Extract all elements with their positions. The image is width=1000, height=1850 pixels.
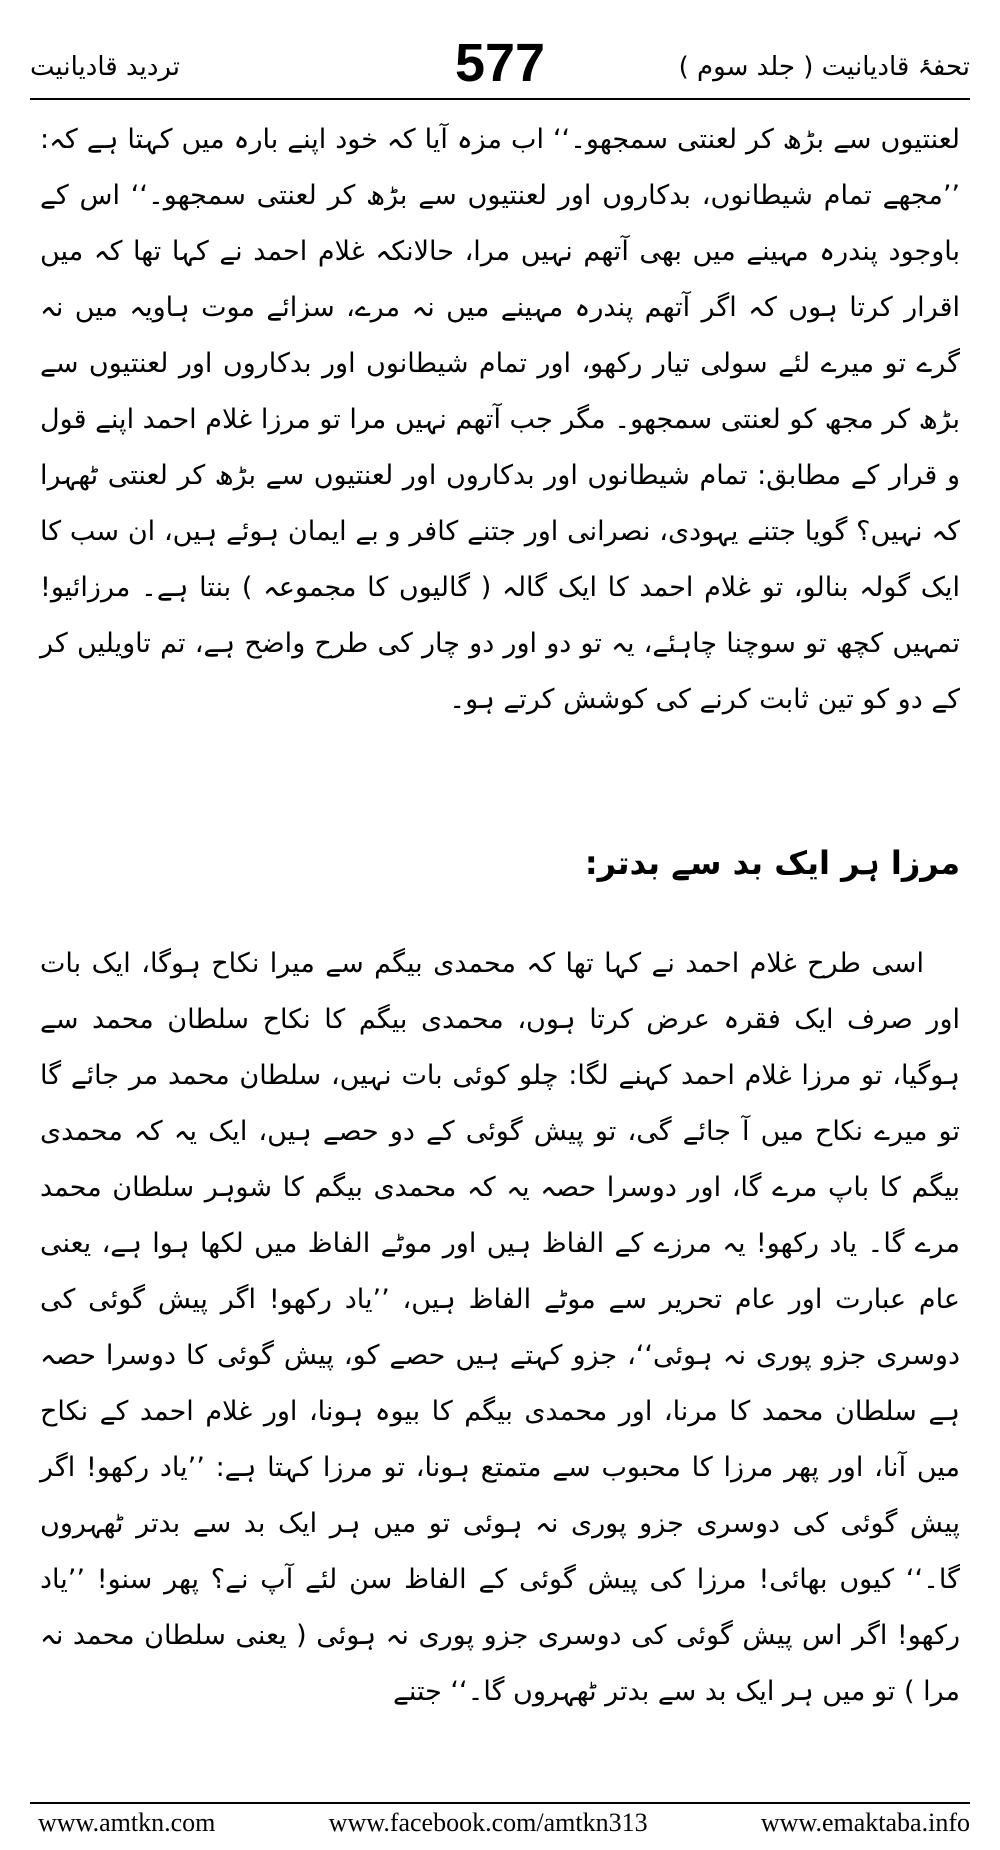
- header-book-title: تحفۂ قادیانیت ( جلد سوم ): [678, 52, 970, 82]
- footer-link-facebook[interactable]: www.facebook.com/amtkn313: [328, 1808, 648, 1837]
- body-paragraph-2: اسی طرح غلام احمد نے کہا تھا کہ محمدی بیگم سے میرا نکاح ہوگا، ایک بات اور صرف ایک فقرہ عرض کرتا ہوں، محمدی بیگم کا نکاح سلطان محمد سے ہوگیا، تو مرزا غلام احمد کہنے لگا: چلو کوئی بات نہیں، سلطان محمد مر جائے گا تو میرے نکاح میں آ جائے گی، تو پیش گوئی کے دو حصے ہیں، ایک یہ کہ محمدی بیگم کا باپ مرے گا، اور دوسرا حصہ یہ کہ محمدی بیگم کا شوہر سلطان محمد مرے گا۔ یاد رکھو! یہ مرزے کے الفاظ ہیں اور موٹے الفاظ میں لکھا ہوا ہے، یعنی عام عبارت اور عام تحریر سے موٹے الفاظ ہیں، ’’یاد رکھو! اگر پیش گوئی کی دوسری جزو پوری نہ ہوئی‘‘، جزو کہتے ہیں حصے کو، پیش گوئی کا دوسرا حصہ ہے سلطان محمد کا مرنا، اور محمدی بیگم کا بیوہ ہونا، اور غلام احمد کے نکاح میں آنا، اور پھر مرزا کا محبوب سے متمتع ہونا، تو مرزا کہتا ہے: ’’یاد رکھو! اگر پیش گوئی کی دوسری جزو پوری نہ ہوئی تو میں ہر ایک بد سے بدتر ٹھہروں گا۔‘‘ کیوں بھائی! مرزا کی پیش گوئی کے الفاظ سن لئے آپ نے؟ پھر سنو! ’’یاد رکھو! اگر اس پیش گوئی کی دوسری جزو پوری نہ ہوئی ( یعنی سلطان محمد نہ مرا ) تو میں ہر ایک بد سے بدتر ٹھہروں گا۔‘‘ جتنے: [40, 948, 960, 1707]
- page-footer: [38, 1808, 970, 1844]
- section-heading: مرزا ہر ایک بد سے بدتر:: [584, 844, 960, 882]
- footer-link-emaktaba[interactable]: www.emaktaba.info: [760, 1808, 970, 1837]
- page-number: 577: [454, 33, 546, 93]
- page-header: [30, 28, 970, 108]
- footer-link-amtkn[interactable]: www.amtkn.com: [38, 1808, 216, 1837]
- body-paragraph-1: [40, 112, 960, 728]
- header-section-title: تردید قادیانیت: [30, 52, 181, 82]
- footer-divider: [30, 1802, 970, 1804]
- paragraph-text: لعنتیوں سے بڑھ کر لعنتی سمجھو۔‘‘ اب مزہ آیا کہ خود اپنے بارہ میں کہتا ہے کہ: ’’مجھے تمام شیطانوں، بدکاروں اور لعنتیوں سے بڑھ کر لعنتی سمجھو۔‘‘ اس کے باوجود پندرہ مہینے میں بھی آتھم نہیں مرا، حالانکہ غلام احمد نے کہا تھا کہ میں اقرار کرتا ہوں کہ اگر آتھم پندرہ مہینے میں نہ مرے، سزائے موت ہاویہ میں نہ گرے تو میرے لئے سولی تیار رکھو، اور تمام شیطانوں اور بدکاروں اور لعنتیوں سے بڑھ کر مجھ کو لعنتی سمجھو۔ مگر جب آتھم نہیں مرا تو مرزا غلام احمد اپنے قول و قرار کے مطابق: تمام شیطانوں اور بدکاروں اور لعنتیوں سے بڑھ کر لعنتی ٹھہرا کہ نہیں؟ گویا جتنے یہودی، نصرانی اور جتنے کافر و بے ایمان ہوئے ہیں، ان سب کا ایک گولہ بنالو، تو غلام احمد کا ایک گالہ ( گالیوں کا مجموعہ ) بنتا ہے۔ مرزائیو! تمہیں کچھ تو سوچنا چاہئے، یہ تو دو اور دو چار کی طرح واضح ہے، تم تاویلیں کر کے دو کو تین ثابت کرنے کی کوشش کرتے ہو۔: [40, 124, 960, 715]
- header-divider: [30, 98, 970, 100]
